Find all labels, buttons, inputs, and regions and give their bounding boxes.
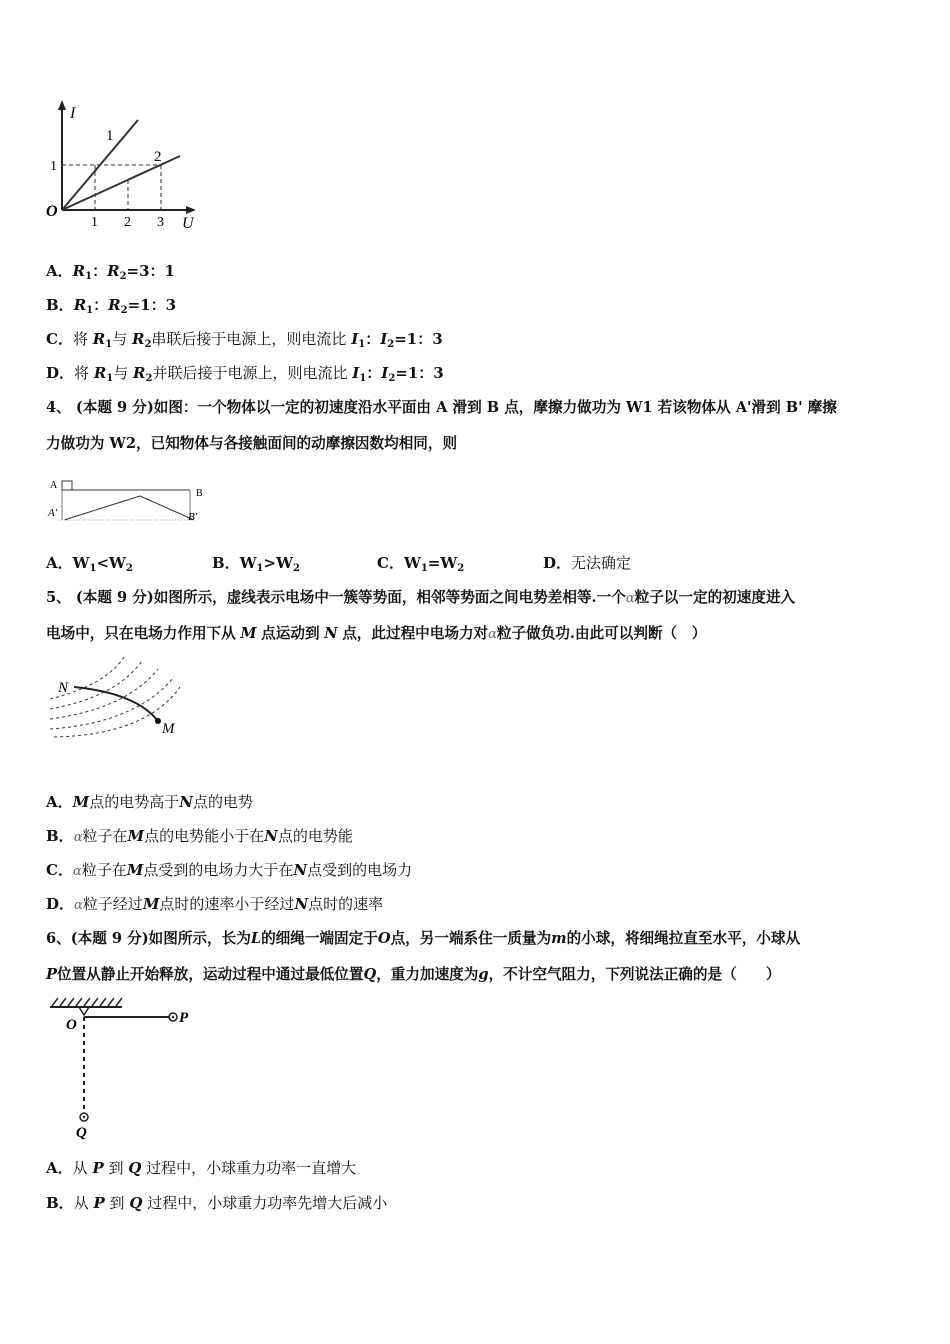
q4-stem-line1: 4、 (本题 9 分)如图：一个物体以一定的初速度沿水平面由 A 滑到 B 点，摩擦力做功为 W1 若该物体从 A'滑到 B' 摩擦 <box>46 399 837 416</box>
y-tick-1: 1 <box>50 159 57 174</box>
q5-equipotential-figure <box>46 655 196 745</box>
x-tick-2: 2 <box>124 215 131 230</box>
x-tick-3: 3 <box>157 215 164 230</box>
point-b-label: B <box>196 488 203 499</box>
q4-option-a: A．$W_1<W_2$ <box>46 554 133 574</box>
q6-stem-line1: 6、(本题 9 分)如图所示，长为L的细绳一端固定于O点，另一端系住一质量为m的小球，将细绳拉直至水平，小球从 <box>46 930 801 947</box>
q6-option-b: B．从 P 到 Q 过程中，小球重力功率先增大后减小 <box>46 1194 388 1212</box>
q4-slide-figure <box>44 474 214 530</box>
point-b-prime-label: B' <box>188 511 198 523</box>
q5-stem-line1: 5、 (本题 9 分)如图所示，虚线表示电场中一簇等势面，相邻等势面之间电势差相等.一个α粒子以一定的初速度进入 <box>46 589 796 606</box>
q3-option-b: B．$R_1$：$R_2=1$：3 <box>46 296 177 316</box>
point-a-label: A <box>50 480 58 491</box>
q6-pendulum-figure <box>46 995 206 1140</box>
axis-label-u: U <box>182 215 194 232</box>
point-q-label: Q <box>76 1125 87 1141</box>
q5-option-d: D．α粒子经过M点时的速率小于经过N点时的速率 <box>46 895 384 913</box>
x-tick-1: 1 <box>91 215 98 230</box>
line-label-1: 1 <box>106 128 114 144</box>
axis-label-i: I <box>70 105 76 122</box>
q3-option-d: D．将 $R_1$与 $R_2$并联后接于电源上，则电流比 $I_1$：$I_2=1$：3 <box>46 364 444 384</box>
point-a-prime-label: A' <box>48 507 58 519</box>
q6-stem-line2: P位置从静止开始释放，运动过程中通过最低位置Q，重力加速度为g，不计空气阻力，下列说法正确的是（ ） <box>46 966 781 983</box>
q3-option-a: A．$R_1$：$R_2=3$：1 <box>46 262 175 282</box>
origin-label: O <box>46 203 58 220</box>
q4-option-d: D．无法确定 <box>543 554 632 572</box>
point-n-label: N <box>58 680 69 696</box>
graph-line-2 <box>62 156 180 210</box>
point-o-label: O <box>66 1017 77 1033</box>
iu-graph-figure <box>40 98 210 238</box>
q5-stem-line2: 电场中，只在电场力作用下从 M 点运动到 N 点，此过程中电场力对α粒子做负功.由此可以判断（ ） <box>46 625 707 642</box>
q5-option-b: B．α粒子在M点的电势能小于在N点的电势能 <box>46 827 353 845</box>
q3-option-c: C．将 $R_1$与 $R_2$串联后接于电源上，则电流比 $I_1$：$I_2=1$：3 <box>46 330 443 350</box>
q5-option-c: C．α粒子在M点受到的电场力大于在N点受到的电场力 <box>46 861 413 879</box>
q5-option-a: A．M点的电势高于N点的电势 <box>46 793 253 811</box>
line-label-2: 2 <box>154 149 162 165</box>
point-m-label: M <box>162 721 175 737</box>
q4-option-c: C．$W_1=W_2$ <box>377 554 465 574</box>
q6-option-a: A．从 P 到 Q 过程中，小球重力功率一直增大 <box>46 1159 357 1177</box>
point-p-label: P <box>179 1010 189 1026</box>
q4-stem-line2: 力做功为 W2，已知物体与各接触面间的动摩擦因数均相同，则 <box>46 435 458 452</box>
q4-option-b: B．$W_1>W_2$ <box>212 554 300 574</box>
